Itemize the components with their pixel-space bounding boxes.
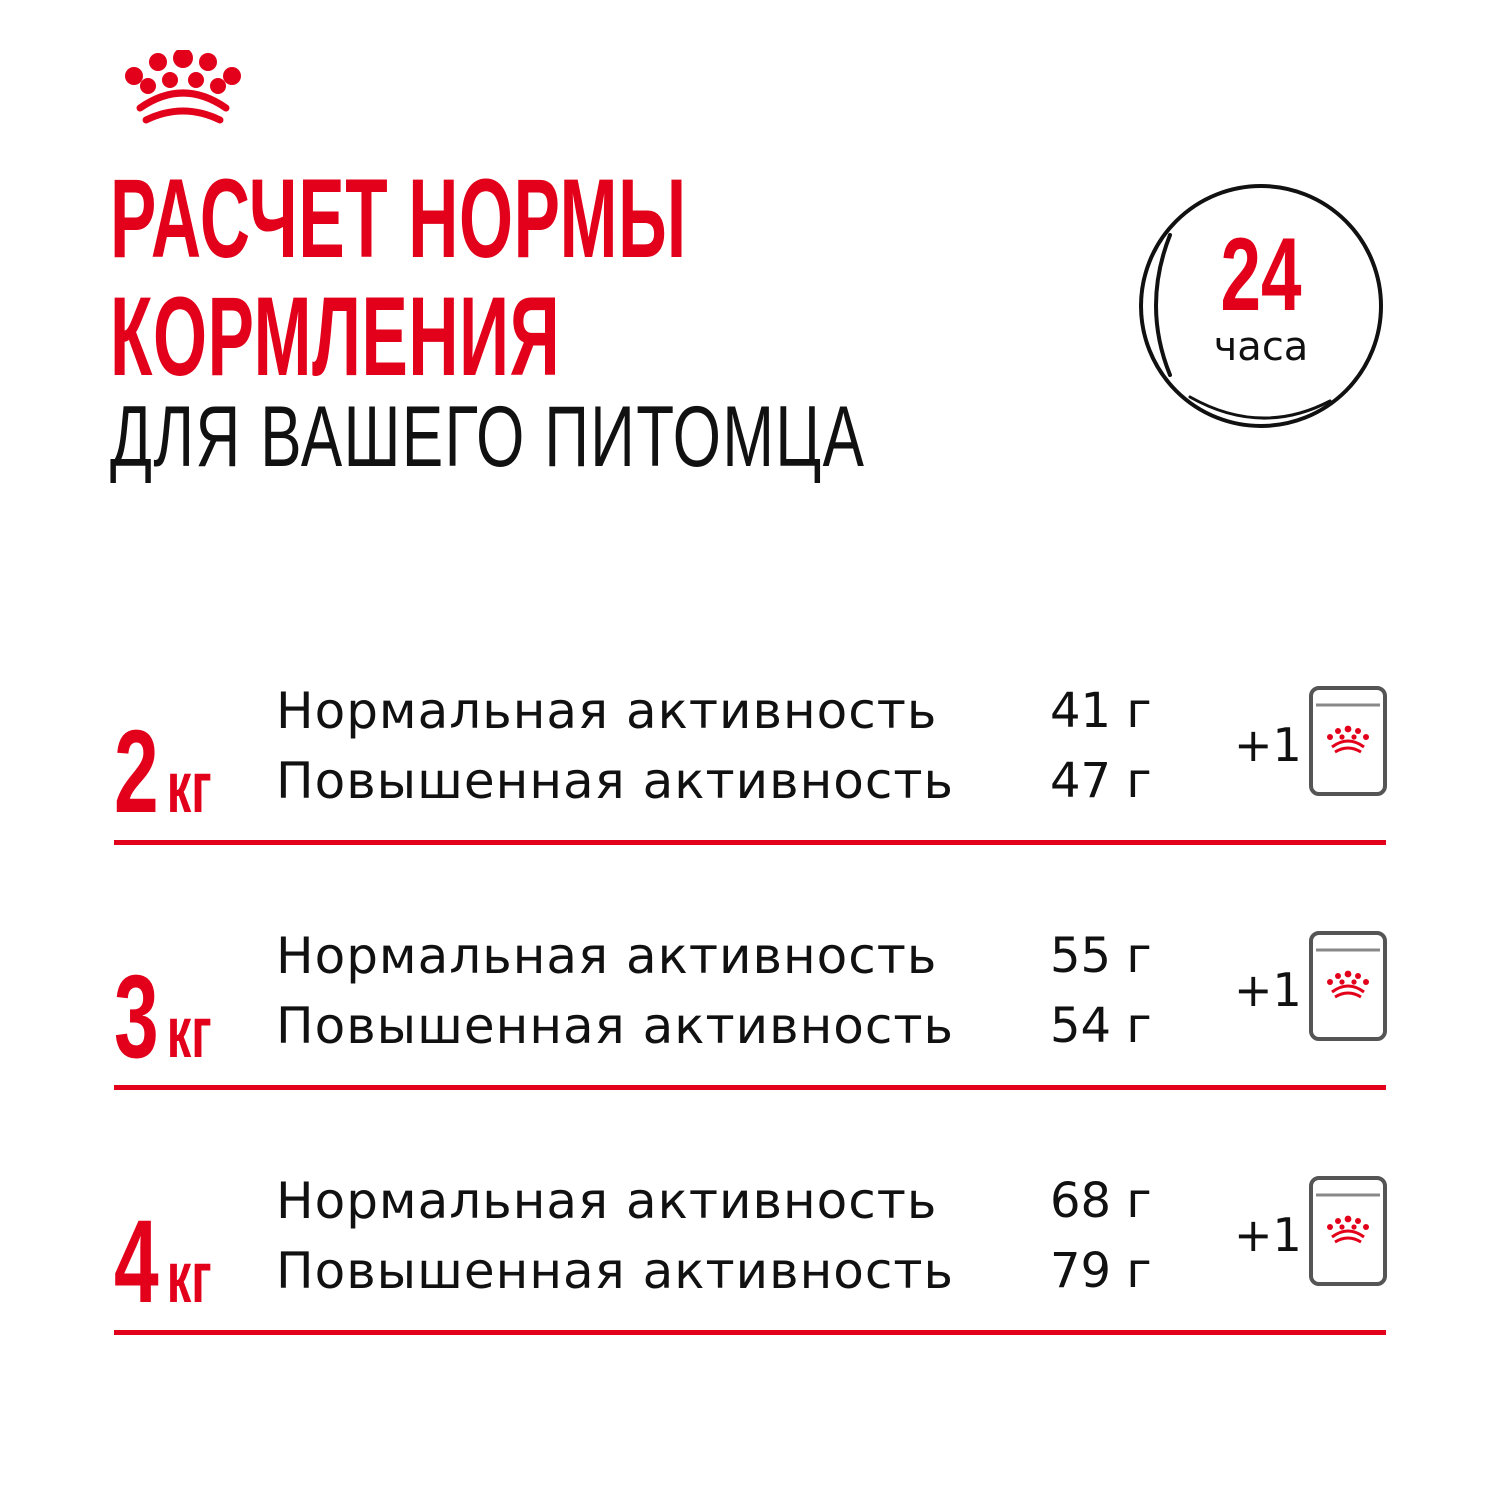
page-title xyxy=(110,156,687,399)
row-divider xyxy=(114,1330,1386,1335)
pouch-count: +1 xyxy=(1234,1208,1302,1262)
normal-activity-amount: 41 г xyxy=(1050,683,1152,739)
high-activity-label: Повышенная активность xyxy=(276,752,954,810)
weight-unit: кг xyxy=(166,1238,212,1318)
feeding-row xyxy=(0,1172,1500,1420)
weight-value: 4 xyxy=(114,1196,159,1328)
high-activity-label: Повышенная активность xyxy=(276,997,954,1055)
pouch-icon xyxy=(1308,930,1388,1042)
high-activity-amount: 79 г xyxy=(1050,1243,1152,1299)
high-activity-amount: 54 г xyxy=(1050,998,1152,1054)
normal-activity-label: Нормальная активность xyxy=(276,682,938,740)
weight-value: 3 xyxy=(114,951,159,1083)
title-line-1: РАСЧЕТ НОРМЫ xyxy=(110,156,687,281)
normal-activity-amount: 68 г xyxy=(1050,1173,1152,1229)
pouch-count: +1 xyxy=(1234,718,1302,772)
weight-label xyxy=(114,952,212,1098)
badge-value: 24 xyxy=(1220,217,1302,333)
normal-activity-amount: 55 г xyxy=(1050,928,1152,984)
pouch-icon xyxy=(1308,1175,1388,1287)
pouch-count: +1 xyxy=(1234,963,1302,1017)
high-activity-amount: 47 г xyxy=(1050,753,1152,809)
weight-unit: кг xyxy=(166,748,212,828)
title-line-2: КОРМЛЕНИЯ xyxy=(110,274,561,399)
crown-logo-icon xyxy=(118,50,248,130)
badge-unit: часа xyxy=(1213,324,1309,370)
row-divider xyxy=(114,1085,1386,1090)
normal-activity-label: Нормальная активность xyxy=(276,1172,938,1230)
pouch-icon xyxy=(1308,685,1388,797)
weight-label xyxy=(114,1197,212,1343)
high-activity-label: Повышенная активность xyxy=(276,1242,954,1300)
weight-value: 2 xyxy=(114,706,159,838)
feeding-row xyxy=(0,927,1500,1175)
feeding-row xyxy=(0,682,1500,930)
daily-badge xyxy=(1130,175,1392,437)
weight-unit: кг xyxy=(166,993,212,1073)
normal-activity-label: Нормальная активность xyxy=(276,927,938,985)
row-divider xyxy=(114,840,1386,845)
weight-label xyxy=(114,707,212,853)
page-subtitle: ДЛЯ ВАШЕГО ПИТОМЦА xyxy=(110,389,866,485)
